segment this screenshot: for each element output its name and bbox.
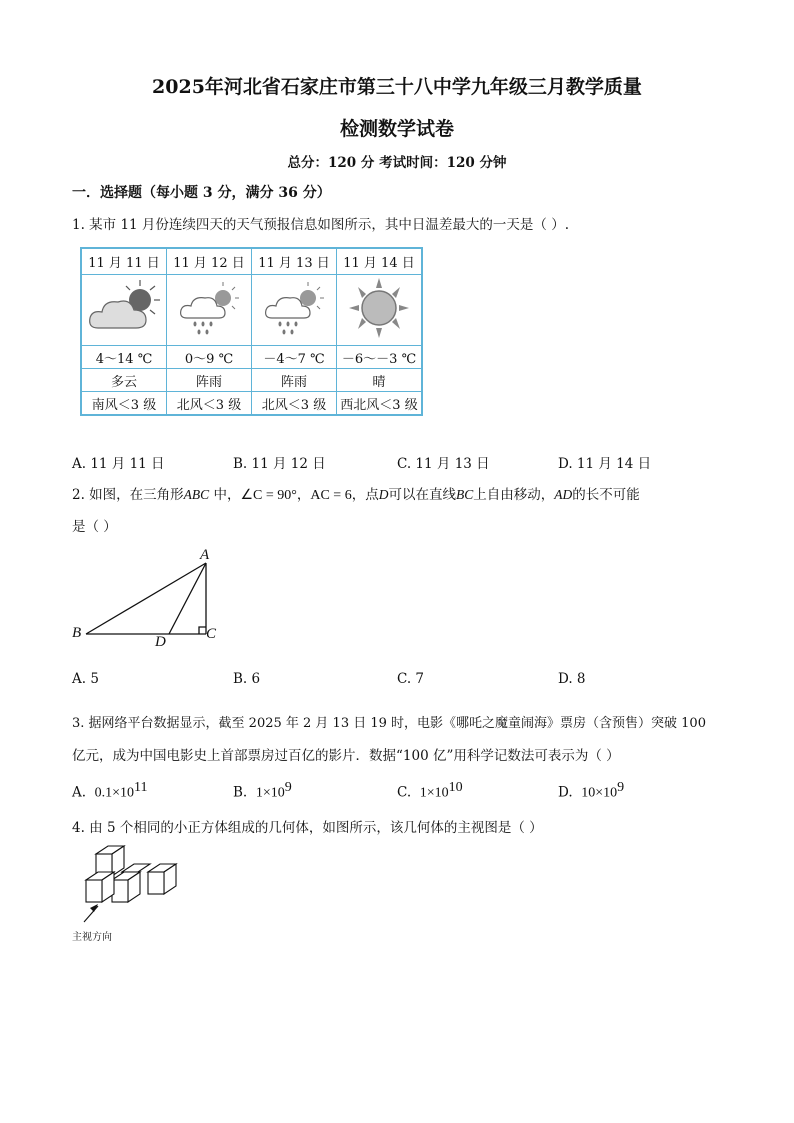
q2-var: D [378, 487, 389, 502]
q2-math: ∠C = 90° [240, 488, 297, 503]
option-base: 1×10 [419, 785, 449, 801]
q2-option-a[interactable]: A. 5 [72, 671, 99, 687]
q2-text: ， [296, 487, 311, 503]
q2-option-c[interactable]: C. 7 [397, 671, 425, 687]
q1-stem: 1. 某市 11 月份连续四天的天气预报信息如图所示，其中日温差最大的一天是（ ）. [72, 217, 570, 233]
q2-stem-line1 [72, 483, 640, 504]
point-d-label: D [155, 634, 166, 650]
date-cell: 11 月 12 日 [167, 248, 252, 275]
weather-cell: 多云 [81, 369, 167, 392]
temp-cell: －6～－3 ℃ [337, 346, 423, 369]
option-exponent: 10 [448, 780, 463, 795]
option-base: 1×10 [255, 785, 285, 801]
date-cell: 11 月 13 日 [252, 248, 337, 275]
q1-option-d[interactable]: D. 11 月 14 日 [558, 456, 652, 472]
temp-cell: 4～14 ℃ [81, 346, 167, 369]
rain-sun-icon [252, 275, 337, 346]
q2-text: 中， [209, 487, 241, 503]
q2-var: ABC [183, 487, 210, 502]
q2-text: 2. 如图，在三角形 [72, 487, 184, 503]
rain-sun-icon [167, 275, 252, 346]
q3-option-a[interactable] [72, 780, 148, 802]
q2-var: AD [554, 487, 573, 502]
q3-stem-line1: 3. 据网络平台数据显示，截至 2025 年 2 月 13 日 19 时，电影《哪吒之魔童闹海》票房（含预售）突破 100 [72, 716, 706, 731]
exam-title-line1: 2025年河北省石家庄市第三十八中学九年级三月教学质量 [152, 76, 642, 98]
option-label: B. [233, 784, 248, 801]
q2-option-b[interactable]: B. 6 [233, 671, 261, 687]
option-label: A. [72, 784, 87, 801]
temp-cell: 0～9 ℃ [167, 346, 252, 369]
option-base: 0.1×10 [94, 785, 135, 801]
wind-cell: 北风＜3 级 [252, 392, 337, 416]
cloudy-sun-icon [81, 275, 167, 346]
temp-cell: －4～7 ℃ [252, 346, 337, 369]
q1-option-b[interactable]: B. 11 月 12 日 [233, 456, 326, 472]
q2-text: ，点 [351, 487, 379, 503]
date-cell: 11 月 14 日 [337, 248, 423, 275]
weather-cell: 阵雨 [252, 369, 337, 392]
wind-cell: 南风＜3 级 [81, 392, 167, 416]
sun-icon [337, 275, 423, 346]
vertex-a-label: A [200, 547, 210, 563]
option-exponent: 9 [284, 780, 292, 795]
triangle-figure [66, 545, 236, 659]
date-cell: 11 月 11 日 [81, 248, 167, 275]
exam-title-line2: 检测数学试卷 [339, 118, 454, 140]
option-label: D. [558, 784, 573, 801]
section-title: 一．选择题（每小题 3 分，满分 36 分） [72, 185, 331, 201]
q3-option-b[interactable] [233, 780, 292, 802]
q2-stem-line2: 是（ ） [72, 519, 117, 535]
q2-text: 可以在直线 [388, 487, 456, 503]
weather-cell: 阵雨 [167, 369, 252, 392]
q3-option-c[interactable] [397, 780, 463, 802]
option-exponent: 11 [134, 780, 148, 795]
cube-figure [72, 842, 192, 936]
q1-option-c[interactable]: C. 11 月 13 日 [397, 456, 490, 472]
exam-info: 总分：120 分 考试时间：120 分钟 [287, 155, 507, 171]
weather-table [80, 247, 423, 416]
q2-text: 上自由移动， [473, 487, 555, 503]
vertex-b-label: B [72, 625, 82, 641]
option-base: 10×10 [581, 785, 618, 801]
q2-var: BC [455, 487, 474, 502]
wind-cell: 北风＜3 级 [167, 392, 252, 416]
vertex-c-label: C [206, 626, 217, 642]
q3-option-d[interactable] [558, 780, 624, 802]
weather-cell: 晴 [337, 369, 423, 392]
option-exponent: 9 [617, 780, 625, 795]
wind-cell: 西北风＜3 级 [337, 392, 423, 416]
q3-stem-line2: 亿元，成为中国电影史上首部票房过百亿的影片．数据“100 亿”用科学记数法可表示为（ ） [72, 748, 620, 764]
q2-option-d[interactable]: D. 8 [558, 671, 586, 687]
q2-math: AC = 6 [310, 488, 352, 503]
q2-text: 的长不可能 [572, 487, 640, 503]
q1-option-a[interactable]: A. 11 月 11 日 [72, 456, 165, 472]
q4-stem: 4. 由 5 个相同的小正方体组成的几何体，如图所示，该几何体的主视图是（ ） [72, 820, 543, 836]
option-label: C. [397, 784, 412, 801]
view-direction-label: 主视方向 [72, 932, 112, 943]
